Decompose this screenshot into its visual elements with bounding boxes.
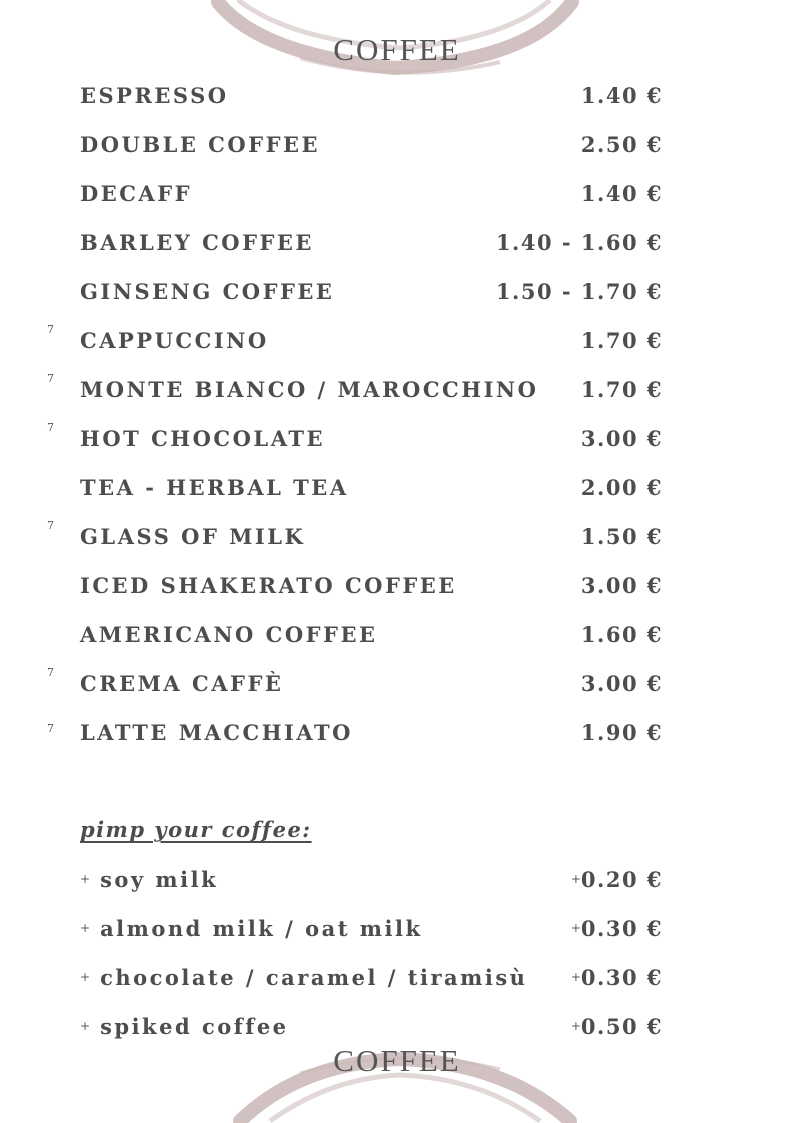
menu-item-name: DECAFF: [80, 180, 193, 206]
extra-item-name: chocolate / caramel / tiramisù: [100, 964, 528, 990]
allergen-marker: 7: [47, 666, 54, 679]
plus-icon: +: [80, 921, 91, 935]
extra-row: [80, 962, 663, 992]
allergen-marker: 7: [47, 519, 54, 532]
menu-item-price: 1.70 €: [580, 376, 663, 402]
menu-row: [80, 325, 663, 355]
allergen-marker: 7: [47, 323, 54, 336]
menu-item-price: 1.40 - 1.60 €: [495, 229, 663, 255]
menu-item-price: 1.40 €: [580, 180, 663, 206]
plus-icon: +: [80, 872, 91, 886]
allergen-marker: 7: [47, 722, 54, 735]
menu-item-price: 1.40 €: [580, 82, 663, 108]
extras-title: pimp your coffee:: [80, 817, 312, 842]
menu-item-price: 2.00 €: [580, 474, 663, 500]
menu-row: [80, 178, 663, 208]
menu-item-name: DOUBLE COFFEE: [80, 131, 320, 157]
extra-left: [80, 965, 527, 990]
extra-row: [80, 864, 663, 894]
menu-item-price: 1.50 €: [580, 523, 663, 549]
allergen-marker: 7: [47, 421, 54, 434]
extra-price-wrap: [571, 867, 663, 892]
footer-title: COFFEE: [333, 1043, 461, 1078]
extra-price-wrap: [571, 965, 663, 990]
extra-item-name: spiked coffee: [100, 1013, 289, 1039]
menu-item-price: 1.90 €: [580, 719, 663, 745]
plus-icon: +: [570, 872, 581, 886]
menu-item-price: 1.50 - 1.70 €: [495, 278, 663, 304]
plus-icon: +: [570, 921, 581, 935]
menu-row: [80, 276, 663, 306]
menu-row: [80, 227, 663, 257]
extra-left: [80, 916, 423, 941]
menu-item-price: 1.60 €: [580, 621, 663, 647]
menu-row: [80, 717, 663, 747]
menu-item-price: 3.00 €: [580, 425, 663, 451]
menu-item-name: AMERICANO COFFEE: [80, 621, 378, 647]
extra-item-price: 0.30 €: [580, 964, 663, 990]
menu-row: [80, 570, 663, 600]
menu-row: [80, 374, 663, 404]
extra-price-wrap: [571, 916, 663, 941]
page-title: COFFEE: [333, 32, 461, 67]
allergen-marker: 7: [47, 372, 54, 385]
menu-item-name: HOT CHOCOLATE: [80, 425, 325, 451]
extra-row: [80, 913, 663, 943]
plus-icon: +: [80, 1019, 91, 1033]
menu-row: [80, 521, 663, 551]
plus-icon: +: [570, 970, 581, 984]
menu-row: [80, 619, 663, 649]
menu-item-name: BARLEY COFFEE: [80, 229, 314, 255]
menu-row: [80, 80, 663, 110]
menu-item-name: CREMA CAFFÈ: [80, 670, 284, 696]
menu-item-price: 1.70 €: [580, 327, 663, 353]
extra-item-price: 0.30 €: [580, 915, 663, 941]
extra-item-price: 0.20 €: [580, 866, 663, 892]
menu-item-name: ESPRESSO: [80, 82, 229, 108]
plus-icon: +: [570, 1019, 581, 1033]
extra-left: [80, 867, 218, 892]
menu-row: [80, 423, 663, 453]
extra-item-name: soy milk: [100, 866, 219, 892]
menu-item-name: TEA - HERBAL TEA: [80, 474, 349, 500]
extra-item-price: 0.50 €: [580, 1013, 663, 1039]
menu-item-price: 2.50 €: [580, 131, 663, 157]
menu-row: [80, 668, 663, 698]
menu-item-name: MONTE BIANCO / MAROCCHINO: [80, 376, 539, 402]
menu-item-price: 3.00 €: [580, 670, 663, 696]
menu-item-name: GINSENG COFFEE: [80, 278, 335, 304]
menu-item-name: CAPPUCCINO: [80, 327, 269, 353]
menu-row: [80, 129, 663, 159]
menu-item-price: 3.00 €: [580, 572, 663, 598]
extra-item-name: almond milk / oat milk: [100, 915, 423, 941]
menu-row: [80, 472, 663, 502]
menu-item-name: GLASS OF MILK: [80, 523, 306, 549]
plus-icon: +: [80, 970, 91, 984]
menu-item-name: LATTE MACCHIATO: [80, 719, 353, 745]
menu-item-name: ICED SHAKERATO COFFEE: [80, 572, 457, 598]
